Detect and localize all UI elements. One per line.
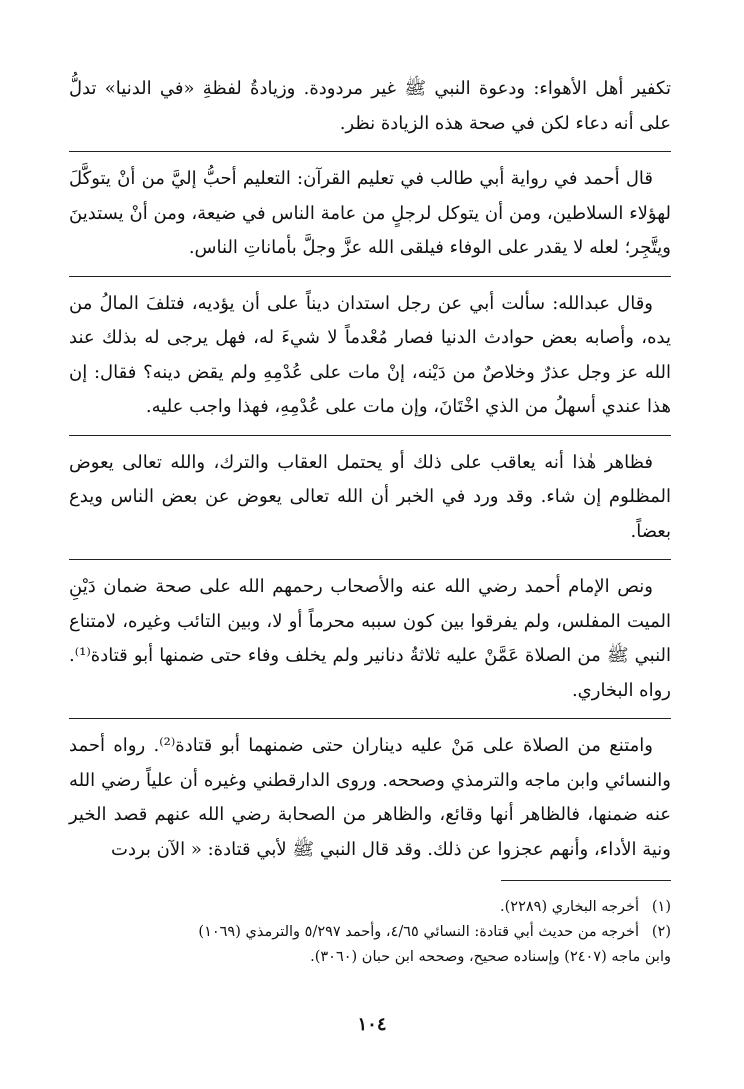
footnotes xyxy=(69,895,671,970)
footnote-2 xyxy=(69,920,671,945)
paragraph-1: تكفير أهل الأهواء: ودعوة النبي ﷺ غير مردودة. وزيادةُ لفظةِ «في الدنيا» تدلُّ على أنه دعاء لكن في صحة هذه الزيادة نظر. xyxy=(69,78,671,134)
footnote-2-continuation: وابن ماجه (٢٤٠٧) وإسناده صحيح، وصححه ابن حبان (٣٠٦٠). xyxy=(310,949,671,965)
footnote-separator xyxy=(501,880,671,881)
paragraph-3: وقال عبدالله: سألت أبي عن رجل استدان ديناً على أن يؤديه، فتلفَ المالُ من يده، وأصابه بعض حوادث الدنيا فصار مُعْدماً لا شيءَ له، فهل يرجى له بذلك عند الله عز وجل عذرٌ وخلاصٌ من دَيْنه، إنْ مات على عُدْمِهِ ولم يقض دينه؟ فقال: إن هذا عندي أسهلُ من الذي اخْتَانَ، وإن مات على عُدْمِهِ، فهذا واجب عليه. xyxy=(69,292,671,417)
footnote-text: أخرجه من حديث أبي قتادة: النسائي ٤/٦٥، وأحمد ٥/٢٩٧ والترمذي (١٠٦٩) xyxy=(198,924,639,940)
paragraph-divider xyxy=(69,718,671,719)
paragraph-6: وامتنع من الصلاة على مَنْ عليه ديناران حتى ضمنهما أبو قتادة⁽²⁾. رواه أحمد والنسائي وابن ماجه والترمذي وصححه. وروى الدارقطني وغيره أن علياً رضي الله عنه ضمنها، فالظاهر أنها وقائع، والظاهر من الصحابة رضي الله عنهم قصد الخير ونية الأداء، وأنهم عجزوا عن ذلك. وقد قال النبي ﷺ لأبي قتادة: « الآن بردت xyxy=(69,735,671,860)
footnote-number: (٢) xyxy=(651,924,671,940)
paragraph-divider xyxy=(69,435,671,436)
paragraph-2: قال أحمد في رواية أبي طالب في تعليم القرآن: التعليم أحبُّ إليَّ من أنْ يتوكَّلَ لهؤلاء السلاطين، ومن أن يتوكل لرجلٍ من عامة الناس في ضيعة، ومن أنْ يستدينَ ويتَّجِر؛ لعله لا يقدر على الوفاء فيلقى الله عزَّ وجلَّ بأماناتِ الناس. xyxy=(69,168,671,258)
paragraph-divider xyxy=(69,151,671,152)
paragraph-5: ونص الإمام أحمد رضي الله عنه والأصحاب رحمهم الله على صحة ضمان دَيْنِ الميت المفلس، ولم يفرقوا بين كون سببه محرماً أو لا، وبين التائب وغيره، لامتناع النبي ﷺ من الصلاة عَمَّنْ عليه ثلاثةُ دنانير ولم يخلف وفاء حتى ضمنها أبو قتادة⁽¹⁾. رواه البخاري. xyxy=(69,576,671,701)
footnote-1 xyxy=(69,895,671,920)
paragraph-4: فظاهر هٰذا أنه يعاقب على ذلك أو يحتمل العقاب والترك، والله تعالى يعوض المظلوم إن شاء. وقد ورد في الخبر أن الله تعالى يعوض عن بعض الناس ويدع بعضاً. xyxy=(69,451,671,542)
main-text xyxy=(69,72,671,867)
paragraph-divider xyxy=(69,559,671,560)
paragraph-divider xyxy=(69,276,671,277)
page-number: ١٠٤ xyxy=(357,1014,387,1035)
footnote-number: (١) xyxy=(651,899,671,915)
footnote-text: أخرجه البخاري (٢٢٨٩). xyxy=(500,899,639,915)
